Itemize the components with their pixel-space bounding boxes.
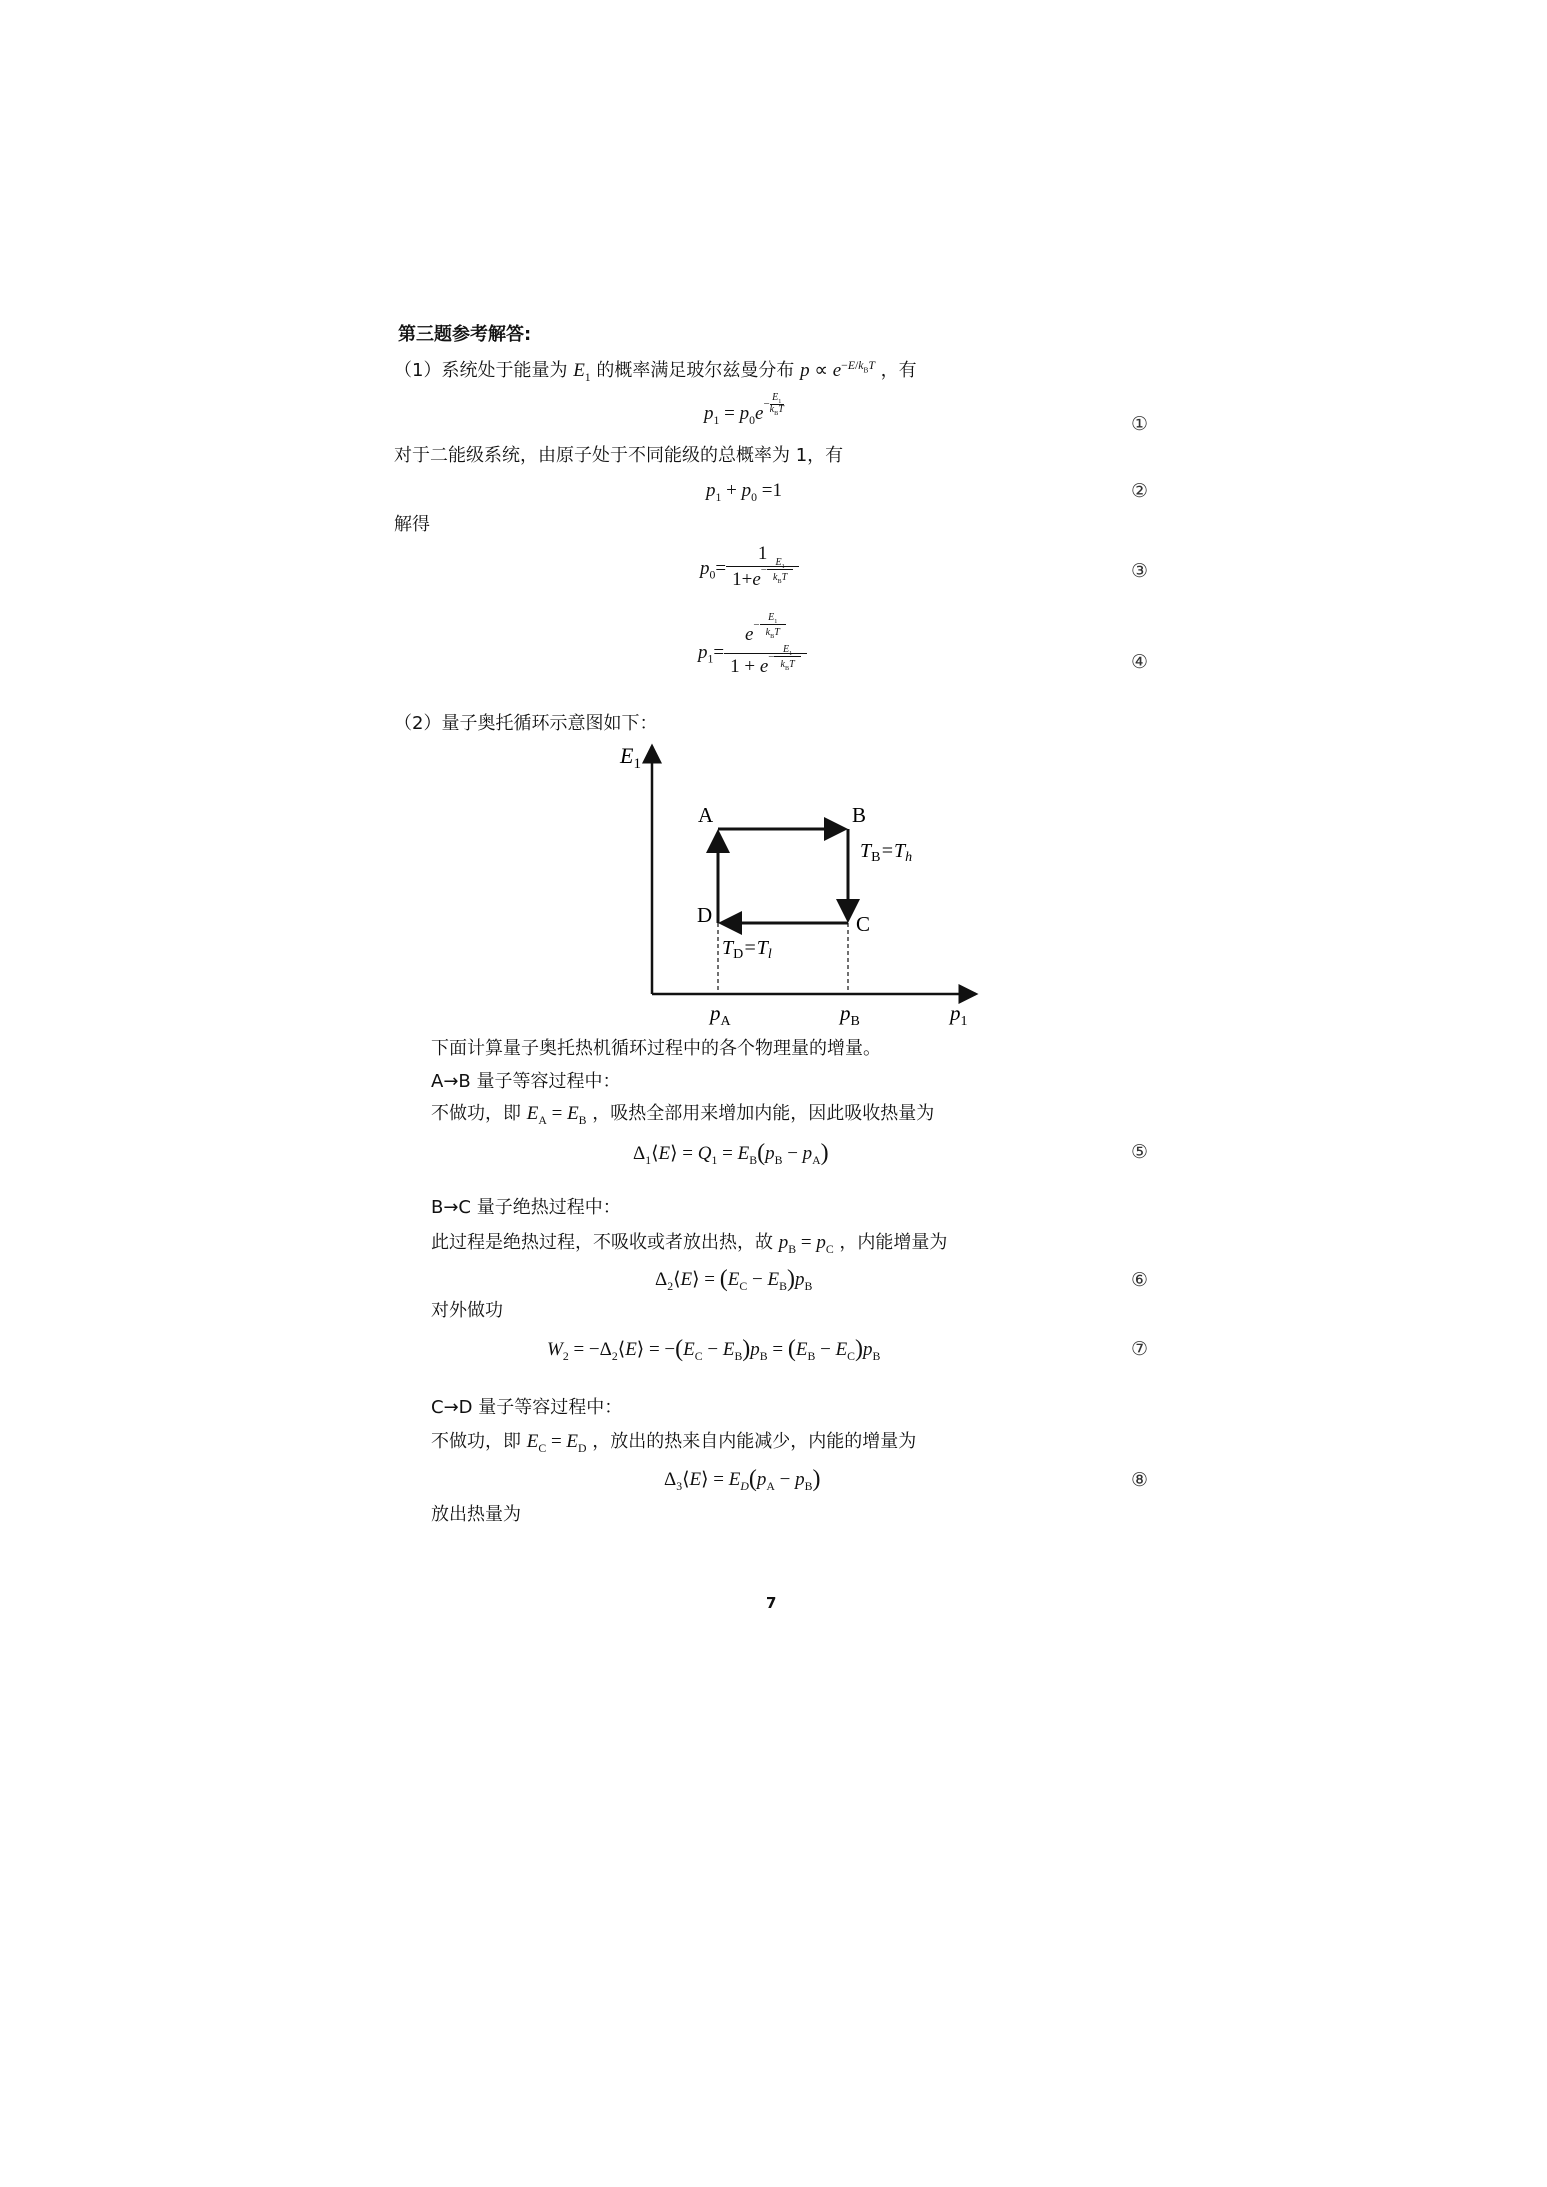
bc-text-b: ，内能增量为	[839, 1232, 948, 1253]
equation-number-6: ⑥	[1131, 1269, 1149, 1291]
otto-cycle-diagram	[600, 740, 980, 1030]
cd-text	[431, 1431, 917, 1455]
page-number: 7	[766, 1594, 777, 1612]
equation-number-1: ①	[1131, 413, 1149, 435]
bc-work: 对外做功	[431, 1300, 503, 1321]
boltzmann-expression: $p \propto e^{-E/k_BT}$	[800, 358, 875, 381]
ab-text-a: 不做功，即	[431, 1103, 521, 1124]
bc-condition: $p_B = p_C$	[778, 1232, 834, 1256]
td-label: $T_D=T_l$	[722, 937, 772, 962]
bc-title: B→C 量子绝热过程中：	[431, 1197, 621, 1218]
section-heading: 第三题参考解答:	[398, 324, 532, 345]
point-b-label: B	[852, 803, 867, 827]
ab-text	[431, 1103, 935, 1127]
ab-text-b: ，吸热全部用来增加内能，因此吸收热量为	[592, 1103, 935, 1124]
x-axis-label: $p_1$	[950, 1001, 968, 1029]
cd-heat: 放出热量为	[431, 1504, 521, 1525]
equation-number-5: ⑤	[1131, 1141, 1149, 1163]
pa-tick-label: $p_A$	[710, 1001, 731, 1029]
equation-2: $p_1 + p_0 =1$	[706, 480, 782, 504]
bc-text	[431, 1232, 948, 1256]
cd-text-a: 不做功，即	[431, 1431, 521, 1452]
energy-symbol: $E_1$	[573, 360, 591, 384]
part2-intro: （2）量子奥托循环示意图如下：	[394, 713, 658, 734]
bc-text-a: 此过程是绝热过程，不吸收或者放出热，故	[431, 1232, 773, 1253]
ab-title: A→B 量子等容过程中：	[431, 1071, 621, 1092]
y-axis-label: $E_1$	[620, 743, 641, 772]
part1-line2: 对于二能级系统，由原子处于不同能级的总概率为 1，有	[394, 445, 844, 466]
part1-intro-c: ，有	[880, 360, 917, 381]
equation-number-7: ⑦	[1131, 1338, 1149, 1360]
calc-intro: 下面计算量子奥托热机循环过程中的各个物理量的增量。	[431, 1038, 881, 1059]
part1-intro-a: （1）系统处于能量为	[394, 360, 568, 381]
equation-1: $p_1 = p_0e^{-E_1 k_BT}$	[704, 392, 784, 427]
equation-3: $p_0=$ 1 $1+e^{-E_1 k_BT}$	[700, 544, 799, 595]
point-a-label: A	[698, 803, 714, 827]
equation-number-2: ②	[1131, 480, 1149, 502]
part1-intro-b: 的概率满足玻尔兹曼分布	[596, 360, 795, 381]
equation-number-3: ③	[1131, 560, 1149, 582]
ab-condition: $E_A = E_B$	[526, 1103, 587, 1127]
equation-8: $\Delta_3⟨E⟩ = E_D(p_A - p_B)$	[664, 1466, 821, 1493]
cd-text-b: ，放出的热来自内能减少，内能的增量为	[592, 1431, 917, 1452]
part1-line3: 解得	[394, 514, 430, 535]
equation-number-4: ④	[1131, 651, 1149, 673]
cd-condition: $E_C = E_D$	[526, 1431, 587, 1455]
cd-title: C→D 量子等容过程中：	[431, 1397, 623, 1418]
equation-4: $p_1=$ $e^{-E_1 k_BT}$ $1 + e^{-E_1 k_BT}$	[698, 625, 807, 682]
part1-intro	[394, 358, 917, 384]
point-c-label: C	[856, 912, 871, 936]
equation-5: $\Delta_1⟨E⟩ = Q_1 = E_B(p_B - p_A)$	[633, 1140, 829, 1167]
tb-label: $T_B=T_h$	[860, 840, 913, 865]
equation-number-8: ⑧	[1131, 1469, 1149, 1491]
point-d-label: D	[697, 903, 713, 927]
equation-6: $\Delta_2⟨E⟩ = (E_C - E_B)p_B$	[655, 1266, 813, 1293]
pb-tick-label: $p_B$	[840, 1001, 860, 1029]
equation-7: $W_2$ = $-\Delta_2⟨E⟩ = -(E_C - E_B)p_B = (E_B - E_C)p_B$	[547, 1336, 881, 1363]
